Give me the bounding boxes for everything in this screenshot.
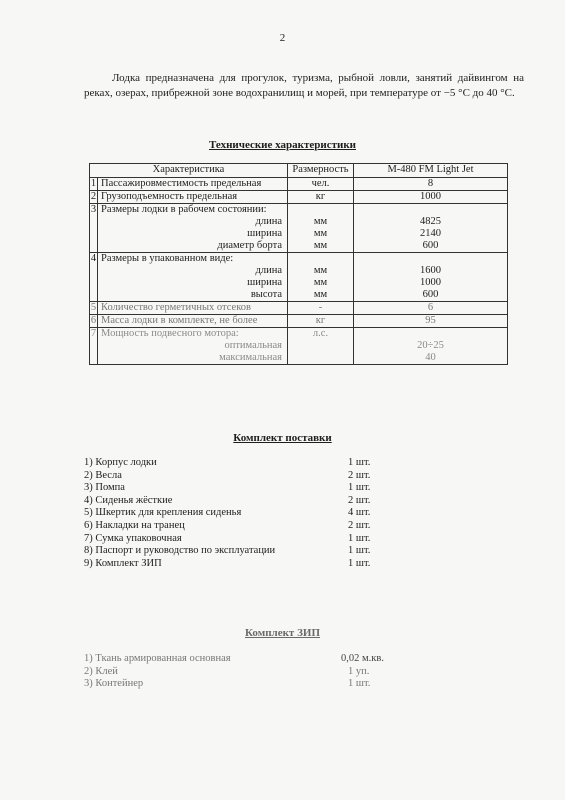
kit-qty: 2 шт. <box>348 519 371 531</box>
sub-unit: мм <box>313 240 328 251</box>
list-item <box>84 545 384 558</box>
header-characteristic: Характеристика <box>90 164 288 178</box>
kit-item: 3) Помпа <box>84 482 125 494</box>
kit-item: 2) Весла <box>84 469 122 481</box>
row-number: 7 <box>90 328 98 365</box>
row-value: 1000 <box>354 191 508 204</box>
list-item <box>84 507 384 520</box>
row-name <box>98 328 288 365</box>
kit-qty: 1 шт. <box>348 457 371 468</box>
sub-unit: мм <box>313 265 328 276</box>
table-row <box>90 328 508 365</box>
kit-item: 8) Паспорт и руководство по эксплуатации <box>84 545 276 557</box>
kit-item: 6) Накладки на транец <box>84 519 185 531</box>
sub-label: диаметр борта <box>217 240 282 251</box>
row-unit <box>288 253 354 302</box>
sub-label: ширина <box>247 277 282 288</box>
row-name: Масса лодки в комплекте, не более <box>98 315 288 328</box>
row-name: Грузоподъемность предельная <box>98 191 288 204</box>
sub-unit: мм <box>313 277 328 288</box>
row-title: Мощность подвесного мотора: <box>101 328 239 339</box>
list-item <box>84 533 384 546</box>
sub-unit: мм <box>313 289 328 300</box>
sub-value: 600 <box>422 289 439 300</box>
row-number: 2 <box>90 191 97 202</box>
spare-qty: 1 шт. <box>348 678 371 690</box>
kit-qty: 1 шт. <box>348 545 371 557</box>
table-row <box>90 204 508 253</box>
kit-item: 5) Шкертик для крепления сиденья <box>84 507 242 519</box>
sub-value: 600 <box>422 240 439 251</box>
table-row <box>90 315 508 328</box>
row-number: 6 <box>90 315 97 326</box>
row-name: Количество герметичных отсеков <box>98 302 288 315</box>
spare-qty: 1 уп. <box>348 665 370 677</box>
row-name <box>98 253 288 302</box>
sub-value: 1000 <box>420 277 441 288</box>
spare-qty: 0,02 м.кв. <box>341 653 384 664</box>
list-item <box>84 470 384 483</box>
row-name <box>98 204 288 253</box>
row-value <box>354 253 508 302</box>
row-unit <box>288 204 354 253</box>
kit-qty: 4 шт. <box>348 507 371 519</box>
kit-section-title: Комплект поставки <box>233 432 332 444</box>
row-name: Пассажировместимость предельная <box>98 178 288 191</box>
spare-item: 1) Ткань армированная основная <box>84 653 231 664</box>
table-row <box>90 191 508 204</box>
kit-item: 9) Комплект ЗИП <box>84 557 162 569</box>
list-item <box>84 495 384 508</box>
kit-item: 7) Сумка упаковочная <box>84 532 182 544</box>
sub-value: 20÷25 <box>417 340 444 351</box>
spare-item: 2) Клей <box>84 665 118 677</box>
row-title: Размеры в упакованном виде: <box>101 253 234 264</box>
spec-section-title: Технические характеристики <box>208 139 357 151</box>
row-value <box>354 328 508 365</box>
row-unit: кг <box>288 315 354 328</box>
kit-list <box>84 457 384 570</box>
list-item <box>84 520 384 533</box>
list-item <box>84 666 384 679</box>
row-unit: чел. <box>288 178 354 191</box>
header-unit: Размерность <box>288 164 354 178</box>
list-item <box>84 482 384 495</box>
sub-label: высота <box>250 289 282 300</box>
table-row <box>90 302 508 315</box>
kit-qty: 2 шт. <box>348 469 371 481</box>
kit-item: 1) Корпус лодки <box>84 457 157 468</box>
sub-label: оптимальная <box>224 340 282 351</box>
list-item <box>84 457 384 470</box>
sub-label: максимальная <box>219 352 282 363</box>
row-number: 5 <box>90 302 97 313</box>
intro-paragraph: Лодка предназначена для прогулок, туризма, рыбной ловли, занятий дайвингом на реках, озерах, прибрежной зоне водохранилищ и морей, при температуре от −5 °С до 40 °С. <box>84 72 524 99</box>
row-value: 8 <box>354 178 508 191</box>
sub-label: длина <box>255 216 282 227</box>
sub-value: 2140 <box>420 228 441 239</box>
page-number: 2 <box>279 32 286 44</box>
row-value: 6 <box>354 302 508 315</box>
spare-list <box>84 653 384 691</box>
sub-unit: мм <box>313 228 328 239</box>
kit-qty: 1 шт. <box>348 482 371 494</box>
spare-section-title: Комплект ЗИП <box>244 627 320 639</box>
row-title: Размеры лодки в рабочем состоянии: <box>101 204 267 215</box>
sub-unit: мм <box>313 216 328 227</box>
list-item <box>84 653 384 666</box>
row-unit: л.с. <box>288 328 354 365</box>
sub-label: длина <box>255 265 282 276</box>
spare-item: 3) Контейнер <box>84 678 144 690</box>
row-unit: кг <box>288 191 354 204</box>
row-number: 3 <box>90 204 98 253</box>
row-unit: - <box>288 302 354 315</box>
header-model: М-480 FM Light Jet <box>354 164 508 178</box>
specs-table <box>89 163 508 365</box>
row-number: 1 <box>90 178 97 189</box>
list-item <box>84 558 384 571</box>
sub-value: 4825 <box>420 216 441 227</box>
list-item <box>84 678 384 691</box>
table-row <box>90 178 508 191</box>
sub-value: 1600 <box>420 265 441 276</box>
sub-label: ширина <box>247 228 282 239</box>
row-value <box>354 204 508 253</box>
kit-item: 4) Сиденья жёсткие <box>84 494 173 506</box>
kit-qty: 1 шт. <box>348 532 371 544</box>
kit-qty: 2 шт. <box>348 494 371 506</box>
row-number: 4 <box>90 253 98 302</box>
sub-value: 40 <box>425 352 436 363</box>
specs-header-row <box>90 164 508 178</box>
row-value: 95 <box>354 315 508 328</box>
table-row <box>90 253 508 302</box>
kit-qty: 1 шт. <box>348 557 371 569</box>
